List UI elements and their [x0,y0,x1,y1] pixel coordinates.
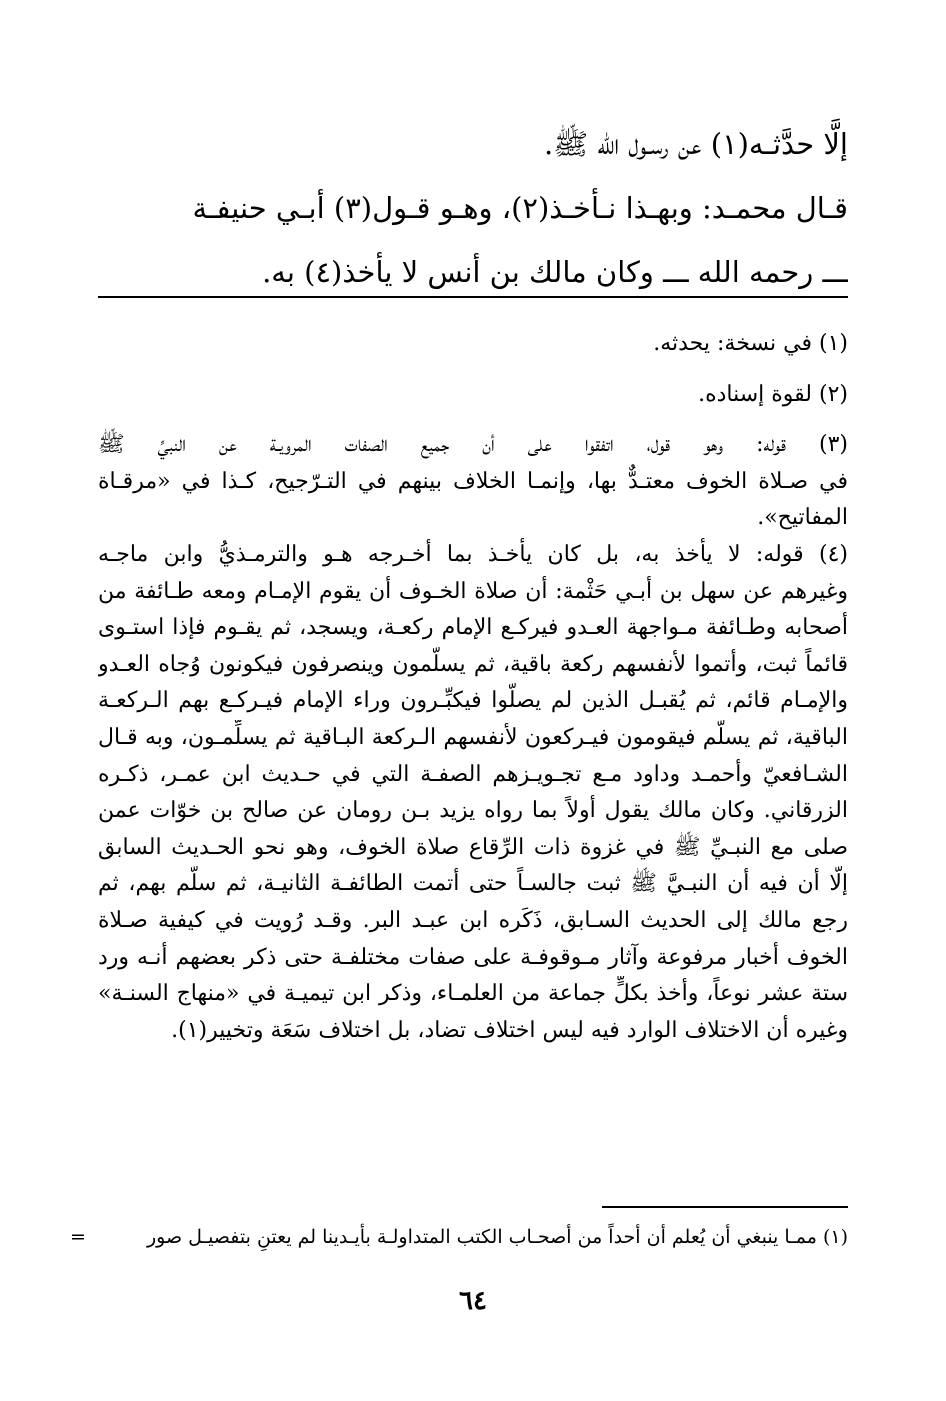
footnote-line: الشـافعيّ وأحمـد وداود مـع تجـويـزهم الصفـة التي في حـديث ابن عمـر، ذكـره [98,761,848,787]
page-number: ٦٤ [459,1286,487,1316]
footnote-line: (٤) قوله: لا يأخذ به، بل كان يأخـذ بما أخـرجه هـو والترمـذيُّ وابن ماجـه [98,541,848,567]
footnote-line: قائماً ثبت، وأتموا لأنفسهم ركعة باقية، ثم يسلّمون وينصرفون فيكونون وُجاه العـدو [98,651,848,677]
main-text-line: قـال محمـد: وبهـذا نـأخـذ(٢)، وهـو قـول(٣) أبـي حنيفـة [192,191,848,225]
footnote-separator-rule [98,296,848,298]
continuation-mark: = [70,1226,86,1248]
footnote-line: (٣) قوله: وهو قول، اتفقوا على أن جميع الصفات المرويـة عن النبيِّ ﷺ [98,432,848,458]
footnote-line: في صـلاة الخوف معتـدٌّ بها، وإنمـا الخلاف بينهم في التـرّجيح، كـذا في «مرقـاة [98,468,848,494]
footnote-line: (٢) لقوة إسناده. [698,381,848,407]
footnote-line: (١) في نسخة: يحدثه. [653,331,848,356]
footnote-line: رجع مالك إلى الحديث السـابق، ذَكَره ابن عبـد البر. وقـد رُويت في كيفية صـلاة [98,907,848,933]
footnote-line: إلّا أن فيه أن النبـيَّ ﷺ ثبت جالسـاً حتى أتمت الطائفـة الثانيـة، ثم سلّم بهم، ثم [98,871,848,897]
footnote-line: ستة عشر نوعاً، وأخذ بكلٍّ جماعة من العلمـاء، وذكر ابن تيميـة في «منهاج السنـة» [98,981,848,1007]
sub-footnote-text: (١) ممـا ينبغي أن يُعلم أن أحداً من أصحـاب الكتب المتداولـة بأيـدينا لم يعتنِ بتفصيـل صور [146,1226,848,1248]
main-text-line: إلَّا حدَّثـه(١) عن رسـول الله ﷺ. [543,127,848,161]
sub-footnote-separator-rule [602,1206,848,1208]
footnote-line: وغيرهم عن سهل بن أبـي حَثْمة: أن صلاة الخـوف أن يقوم الإمـام ومعه طـائفة من [98,578,848,604]
footnote-line: أصحابه وطـائفة مـواجهة العـدو فيركـع الإمام ركعـة، ويسجد، ثم يقـوم فإذا استـوى [98,615,848,641]
footnote-line: المفاتيح». [757,505,848,531]
footnote-line: والإمـام قائم، ثم يُقبـل الذين لم يصلّوا فيكبِّـرون وراء الإمام فيـركـع بهم الـركعـة [98,688,848,714]
main-text-line: ـــ رحمه الله ـــ وكان مالك بن أنس لا يأخذ(٤) به. [262,255,848,289]
footnote-line: الزرقاني. وكان مالك يقول أولاً بما رواه يزيد بـن رومان عن صالح بن خوّات عمن [98,798,848,824]
footnotes-block [98,326,848,1049]
footnote-line: صلى مع النبـيِّ ﷺ في غزوة ذات الرِّقاع صلاة الخوف، وهو نحو الحـديث السابق [98,834,848,860]
footnote-line: الخوف أخبار مرفوعة وآثار مـوقوفـة على صفات مختلفـة حتى ذكر بعضهم أنـه ورد [98,944,848,970]
footnote-line: وغيره أن الاختلاف الوارد فيه ليس اختلاف تضاد، بل اختلاف سَعَة وتخيير(١). [171,1017,848,1043]
footnote-line: الباقية، ثم يسلّم فيقومون فيـركعون لأنفسهم الـركعة البـاقية ثم يسلِّمـون، وبه قـال [98,724,848,750]
sub-footnote [70,1222,848,1252]
main-text-block [98,112,848,304]
